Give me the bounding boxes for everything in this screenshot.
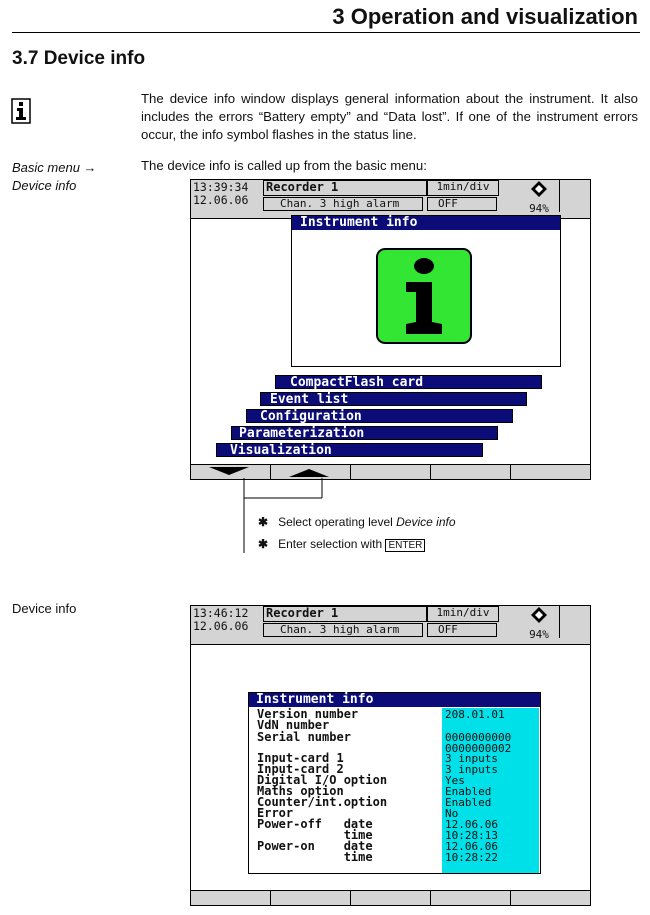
intro-text: The device info is called up from the basic menu:: [141, 158, 427, 173]
info-value: 208.01.01: [445, 708, 505, 721]
info-value: 10:28:13: [445, 829, 498, 842]
menu-item-compactflash[interactable]: CompactFlash card: [275, 375, 542, 389]
bullet-icon: ✱: [258, 537, 269, 551]
info-row: [249, 852, 539, 863]
info-value: 0000000000: [445, 731, 512, 744]
margin-label-basic-menu: [12, 159, 97, 195]
arrow-up-icon: [289, 467, 329, 477]
memory-indicator: [521, 180, 557, 215]
header-rule: [12, 32, 640, 33]
window-title: Instrument info: [292, 216, 560, 230]
info-label: Maths option: [257, 784, 344, 798]
alarm-state: OFF: [427, 623, 497, 637]
memory-card-icon: [531, 181, 547, 197]
margin-label-line: Basic menu →: [12, 160, 97, 175]
recorder-label: Recorder 1: [263, 180, 427, 196]
info-label: Version number: [257, 707, 359, 721]
info-label: Digital I/O option: [257, 773, 388, 787]
info-label: Error: [257, 806, 294, 820]
softkey-down[interactable]: [191, 465, 271, 479]
screen-basic-menu: [190, 179, 591, 480]
info-value: 3 inputs: [445, 752, 498, 765]
description-paragraph: The device info window displays general information about the instrument. It also includes the errors “Battery empty” and “Data lost”. If one of the instrument errors occur, the info symbol flashes in the status line.: [141, 91, 638, 142]
section-title: 3.7 Device info: [12, 48, 146, 69]
info-label: VdN number: [257, 718, 330, 732]
status-cell: [559, 180, 590, 212]
info-label: Power-off date: [257, 817, 373, 831]
margin-label-line: Device info: [12, 178, 77, 193]
menu-item-event-list[interactable]: Event list: [260, 392, 527, 406]
time: 13:46:12: [193, 606, 249, 620]
info-label: Input-card 2: [257, 762, 344, 776]
bullet-icon: ✱: [258, 515, 269, 529]
enter-key: ENTER: [385, 539, 425, 552]
time-per-div: 1min/div: [427, 180, 499, 196]
info-label: time: [257, 850, 373, 864]
status-line: [191, 180, 590, 219]
softkey-4[interactable]: [431, 891, 511, 905]
info-value: Enabled: [445, 796, 492, 809]
softkey-bar: [191, 464, 590, 479]
info-value: 12.06.06: [445, 818, 498, 831]
info-label: Counter/int.option: [257, 795, 388, 809]
softkey-up[interactable]: [271, 465, 351, 479]
info-value: 3 inputs: [445, 763, 498, 776]
info-label: Serial number: [257, 730, 351, 744]
softkey-bar: [191, 890, 590, 905]
alarm-state: OFF: [427, 197, 497, 211]
softkey-5[interactable]: [511, 465, 590, 479]
info-value: 12.06.06: [445, 840, 498, 853]
margin-label-device-info: Device info: [12, 601, 77, 616]
info-symbol-icon: [376, 248, 472, 344]
instrument-info-window: [291, 215, 561, 367]
softkey-5[interactable]: [511, 891, 590, 905]
menu-item-configuration[interactable]: Configuration: [246, 409, 513, 423]
screen-device-info: [190, 605, 591, 906]
info-label: time: [257, 828, 373, 842]
step-select-level: [258, 515, 456, 529]
memory-card-icon: [531, 607, 547, 623]
time: 13:39:34: [193, 180, 249, 194]
chapter-title: 3 Operation and visualization: [332, 4, 638, 29]
menu-item-parameterization[interactable]: Parameterization: [231, 426, 498, 440]
memory-percent: 94%: [529, 628, 549, 641]
datetime: [193, 181, 248, 207]
softkey-1[interactable]: [191, 891, 271, 905]
memory-percent: 94%: [529, 202, 549, 215]
softkey-3[interactable]: [351, 465, 431, 479]
step-enter-selection: [258, 537, 425, 551]
memory-indicator: [521, 606, 557, 641]
info-value: 10:28:22: [445, 851, 498, 864]
status-line: [191, 606, 590, 645]
window-title: Instrument info: [249, 693, 540, 707]
info-value: No: [445, 807, 459, 820]
recorder-label: Recorder 1: [263, 606, 427, 622]
info-label: Power-on date: [257, 839, 373, 853]
instrument-info-panel: [248, 692, 541, 874]
menu-item-visualization[interactable]: Visualization: [216, 443, 483, 457]
info-value: Yes: [445, 774, 465, 787]
alarm-text: Chan. 3 high alarm: [263, 197, 423, 211]
step-text: Select operating level: [278, 515, 397, 529]
softkey-3[interactable]: [351, 891, 431, 905]
alarm-text: Chan. 3 high alarm: [263, 623, 423, 637]
date: 12.06.06: [193, 193, 249, 207]
time-per-div: 1min/div: [427, 606, 499, 622]
date: 12.06.06: [193, 619, 249, 633]
info-value: Enabled: [445, 785, 492, 798]
info-value: 0000000002: [445, 742, 512, 755]
softkey-4[interactable]: [431, 465, 511, 479]
info-icon: [11, 98, 31, 124]
status-cell: [559, 606, 590, 638]
softkey-2[interactable]: [271, 891, 351, 905]
step-emphasis: Device info: [396, 515, 456, 529]
step-text: Enter selection with: [278, 537, 386, 551]
arrow-down-icon: [209, 467, 249, 477]
datetime: [193, 607, 248, 633]
info-label: Input-card 1: [257, 751, 344, 765]
